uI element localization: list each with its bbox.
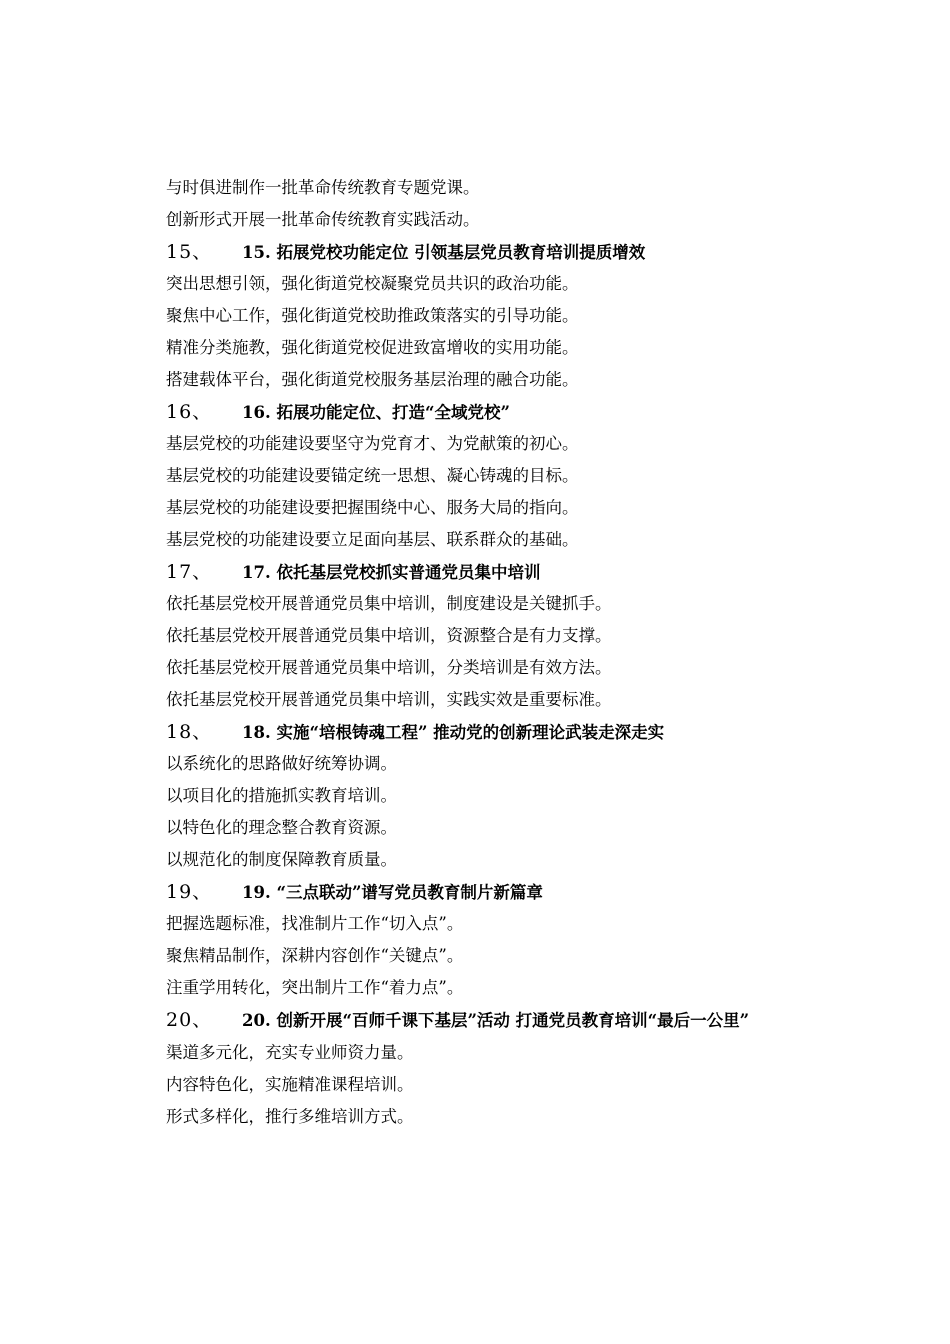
document-body: [0, 172, 950, 1133]
section-title: 20. 创新开展“百师千课下基层”活动 打通党员教育培训“最后一公里”: [242, 1011, 750, 1030]
section-item: 基层党校的功能建设要坚守为党育才、为党献策的初心。: [166, 434, 579, 453]
section-title: 19. “三点联动”谱写党员教育制片新篇章: [242, 883, 543, 902]
section-number: 15、: [166, 241, 213, 263]
intro-line: 与时俱进制作一批革命传统教育专题党课。: [166, 178, 480, 197]
section-number: 17、: [166, 561, 213, 583]
intro-line: 创新形式开展一批革命传统教育实践活动。: [166, 210, 480, 229]
section-item: 依托基层党校开展普通党员集中培训，实践实效是重要标准。: [166, 690, 612, 709]
section-item: 依托基层党校开展普通党员集中培训，制度建设是关键抓手。: [166, 594, 612, 613]
section-number: 20、: [166, 1009, 213, 1031]
section-item: 基层党校的功能建设要锚定统一思想、凝心铸魂的目标。: [166, 466, 579, 485]
section-title: 17. 依托基层党校抓实普通党员集中培训: [242, 563, 541, 582]
section-item: 把握选题标准，找准制片工作“切入点”。: [166, 914, 464, 933]
section-item: 依托基层党校开展普通党员集中培训，资源整合是有力支撑。: [166, 626, 612, 645]
section-item: 以特色化的理念整合教育资源。: [166, 818, 397, 837]
section-item: 注重学用转化，突出制片工作“着力点”。: [166, 978, 464, 997]
section-item: 基层党校的功能建设要把握围绕中心、服务大局的指向。: [166, 498, 579, 517]
section-title: 18. 实施“培根铸魂工程” 推动党的创新理论武装走深走实: [242, 723, 665, 742]
section-item: 聚焦中心工作，强化街道党校助推政策落实的引导功能。: [166, 306, 579, 325]
section-title: 15. 拓展党校功能定位 引领基层党员教育培训提质增效: [242, 243, 646, 262]
section-item: 内容特色化，实施精准课程培训。: [166, 1075, 414, 1094]
section-heading-15: [0, 236, 950, 268]
section-item: 精准分类施教，强化街道党校促进致富增收的实用功能。: [166, 338, 579, 357]
section-item: 搭建载体平台，强化街道党校服务基层治理的融合功能。: [166, 370, 579, 389]
section-item: 以系统化的思路做好统筹协调。: [166, 754, 397, 773]
section-heading-18: [0, 716, 950, 748]
section-item: 依托基层党校开展普通党员集中培训，分类培训是有效方法。: [166, 658, 612, 677]
section-number: 16、: [166, 401, 213, 423]
section-title: 16. 拓展功能定位、打造“全域党校”: [242, 403, 510, 422]
section-item: 突出思想引领，强化街道党校凝聚党员共识的政治功能。: [166, 274, 579, 293]
section-heading-20: [0, 1004, 950, 1037]
section-item: 渠道多元化，充实专业师资力量。: [166, 1043, 414, 1062]
section-heading-16: [0, 396, 950, 428]
section-item: 基层党校的功能建设要立足面向基层、联系群众的基础。: [166, 530, 579, 549]
section-number: 19、: [166, 881, 213, 903]
section-item: 聚焦精品制作，深耕内容创作“关键点”。: [166, 946, 464, 965]
section-heading-19: [0, 876, 950, 908]
section-heading-17: [0, 556, 950, 588]
section-item: 以项目化的措施抓实教育培训。: [166, 786, 397, 805]
section-item: 形式多样化，推行多维培训方式。: [166, 1107, 414, 1126]
section-item: 以规范化的制度保障教育质量。: [166, 850, 397, 869]
section-number: 18、: [166, 721, 213, 743]
